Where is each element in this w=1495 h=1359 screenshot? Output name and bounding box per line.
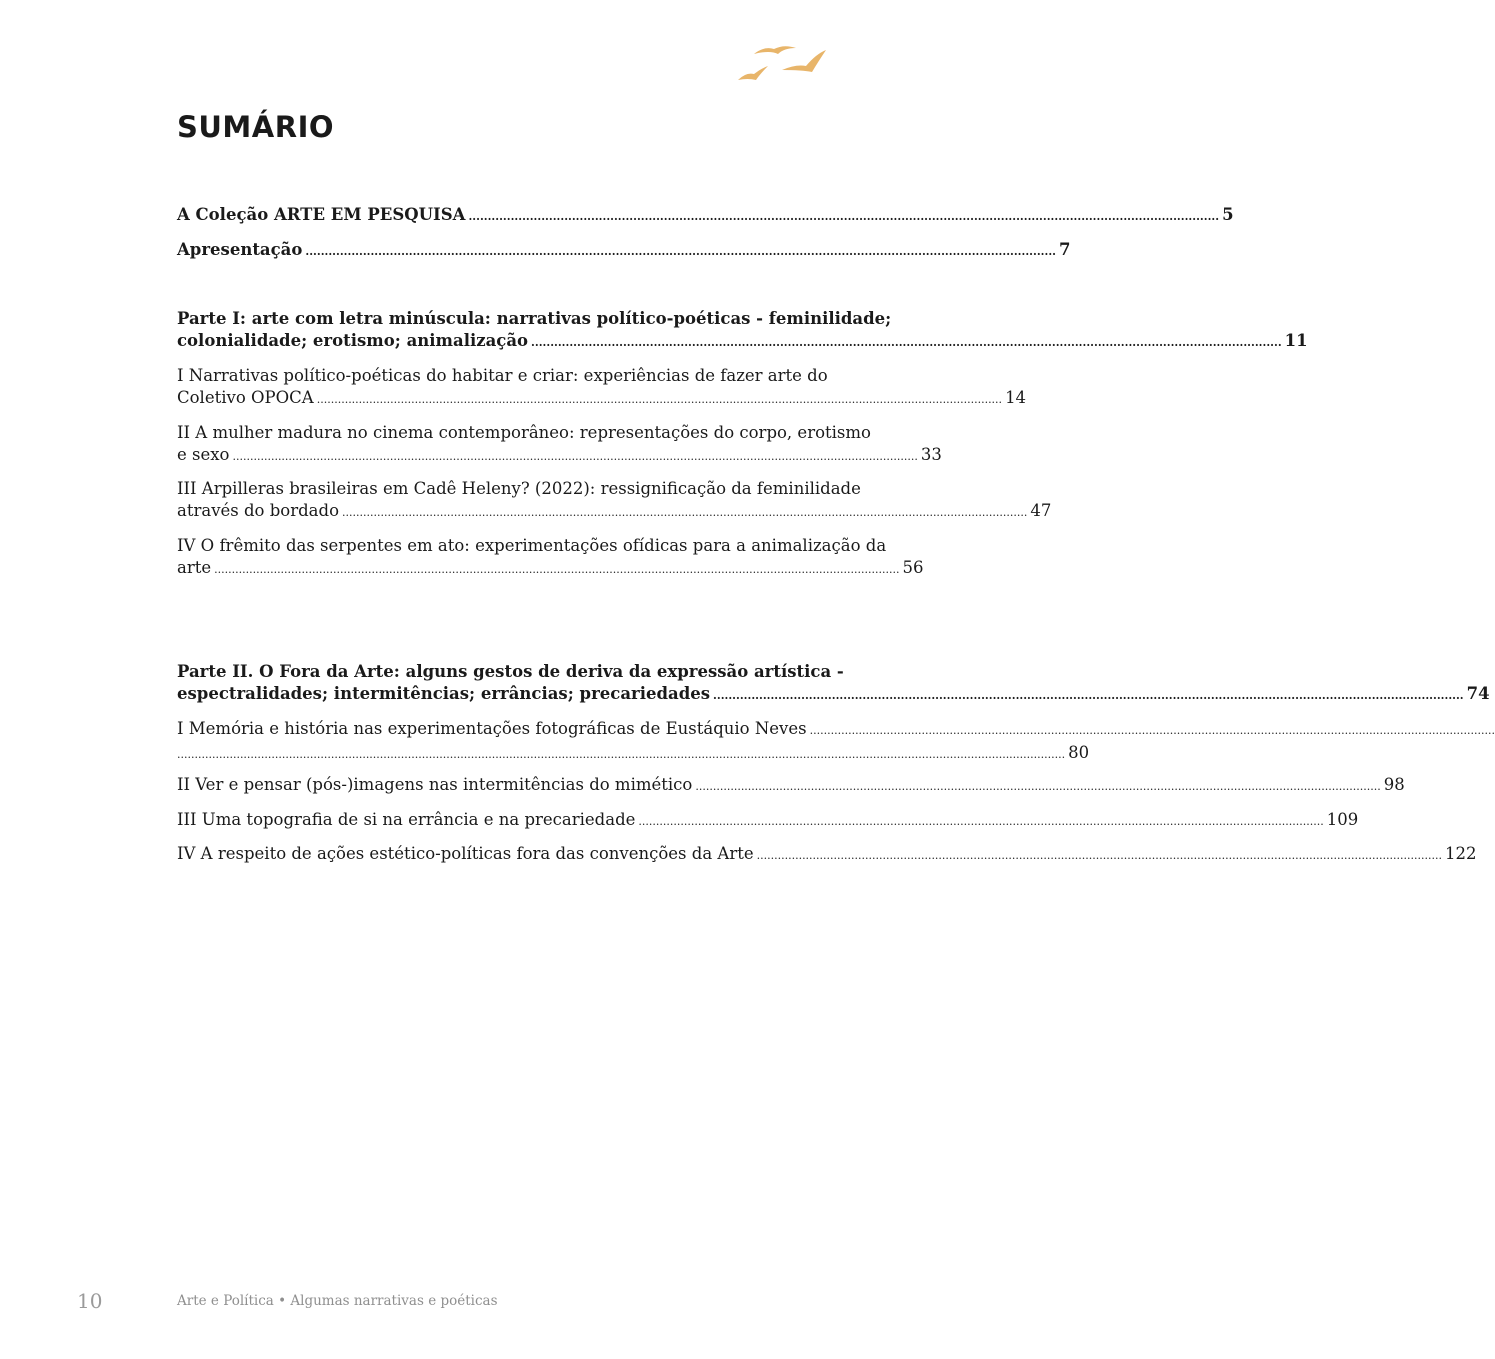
toc-entry-chapter-1-1[interactable]: I Narrativas político-poéticas do habitar e criar: experiências de fazer arte do Coletivo OPOCA .................................................................................................................................................................................................... 14 <box>177 366 1027 407</box>
toc-entry-parte-1[interactable]: Parte I: arte com letra minúscula: narrativas político-poéticas - feminilidade; colonialidade; erotismo; animalização .................................................................................................................................................................................................... 11 <box>177 309 1308 350</box>
toc-entry-line: I Narrativas político-poéticas do habitar e criar: experiências de fazer arte do <box>177 366 828 385</box>
toc-page-number: 80 <box>1068 743 1090 762</box>
toc-entry-text: Apresentação <box>177 240 303 259</box>
toc-entry-colecao[interactable]: A Coleção ARTE EM PESQUISA .................................................................................................................................................................................................... 5 <box>177 205 1234 224</box>
page-title: SUMÁRIO <box>177 110 335 144</box>
toc-entry-parte-2[interactable]: Parte II. O Fora da Arte: alguns gestos de deriva da expressão artística - espectralidades; intermitências; errâncias; precariedades .................................................................................................................................................................................................... 74 <box>177 662 1490 703</box>
toc-entry-chapter-2-3[interactable]: III Uma topografia de si na errância e na precariedade .................................................................................................................................................................................................... 109 <box>177 810 1359 829</box>
toc-entry-apresentacao[interactable]: Apresentação .................................................................................................................................................................................................... 7 <box>177 240 1071 259</box>
footer-page-number: 10 <box>77 1289 103 1313</box>
toc-entry-text: IV A respeito de ações estético-políticas fora das convenções da Arte <box>177 844 754 863</box>
toc-page-number: 47 <box>1030 501 1052 520</box>
toc-entry-chapter-1-4[interactable]: IV O frêmito das serpentes em ato: experimentações ofídicas para a animalização da arte .................................................................................................................................................................................................... 56 <box>177 536 924 577</box>
toc-page-number: 11 <box>1284 331 1308 350</box>
toc-entry-text: II Ver e pensar (pós-)imagens nas intermitências do mimético <box>177 775 693 794</box>
toc-entry-text: espectralidades; intermitências; errâncias; precariedades <box>177 684 711 703</box>
toc-page-number: 109 <box>1326 810 1359 829</box>
toc-entry-line: Parte II. O Fora da Arte: alguns gestos de deriva da expressão artística - <box>177 662 844 681</box>
toc-entry-text: e sexo <box>177 445 230 464</box>
toc-entry-text: Coletivo OPOCA <box>177 388 314 407</box>
toc-page-number: 7 <box>1058 240 1071 259</box>
toc-entry-line: Parte I: arte com letra minúscula: narrativas político-poéticas - feminilidade; <box>177 309 892 328</box>
toc-entry-text: I Memória e história nas experimentações fotográficas de Eustáquio Neves <box>177 719 807 738</box>
toc-page-number: 98 <box>1383 775 1405 794</box>
toc-entry-chapter-1-3[interactable]: III Arpilleras brasileiras em Cadê Heleny? (2022): ressignificação da feminilidade através do bordado .................................................................................................................................................................................................... 47 <box>177 479 1052 520</box>
toc-entry-text: III Uma topografia de si na errância e na precariedade <box>177 810 636 829</box>
toc-entry-chapter-2-1[interactable]: I Memória e história nas experimentações fotográficas de Eustáquio Neves .................................................................................................................................................................................................... .............................................................................................................................................................................................................................................................. 80 <box>177 719 1495 762</box>
toc-entry-text: arte <box>177 558 212 577</box>
toc-entry-line: II A mulher madura no cinema contemporâneo: representações do corpo, erotismo <box>177 423 871 442</box>
toc-page-number: 56 <box>902 558 924 577</box>
toc-page-number: 74 <box>1466 684 1490 703</box>
toc-page-number: 122 <box>1444 844 1477 863</box>
footer-running-title: Arte e Política • Algumas narrativas e poéticas <box>177 1293 498 1309</box>
toc-page-number: 5 <box>1222 205 1234 224</box>
toc-entry-text: através do bordado <box>177 501 340 520</box>
toc-entry-chapter-2-2[interactable]: II Ver e pensar (pós-)imagens nas intermitências do mimético .................................................................................................................................................................................................... 98 <box>177 775 1405 794</box>
toc-entry-text: colonialidade; erotismo; animalização <box>177 331 529 350</box>
birds-logo-icon <box>734 40 828 86</box>
toc-entry-chapter-2-4[interactable]: IV A respeito de ações estético-políticas fora das convenções da Arte .................................................................................................................................................................................................... 122 <box>177 844 1477 863</box>
toc-page-number: 14 <box>1005 388 1027 407</box>
toc-page-number: 33 <box>920 445 942 464</box>
toc-entry-chapter-1-2[interactable]: II A mulher madura no cinema contemporâneo: representações do corpo, erotismo e sexo .................................................................................................................................................................................................... 33 <box>177 423 942 464</box>
toc-entry-line: IV O frêmito das serpentes em ato: experimentações ofídicas para a animalização da <box>177 536 887 555</box>
toc-entry-text: A Coleção ARTE EM PESQUISA <box>177 205 466 224</box>
toc-entry-line: III Arpilleras brasileiras em Cadê Heleny? (2022): ressignificação da feminilidade <box>177 479 861 498</box>
